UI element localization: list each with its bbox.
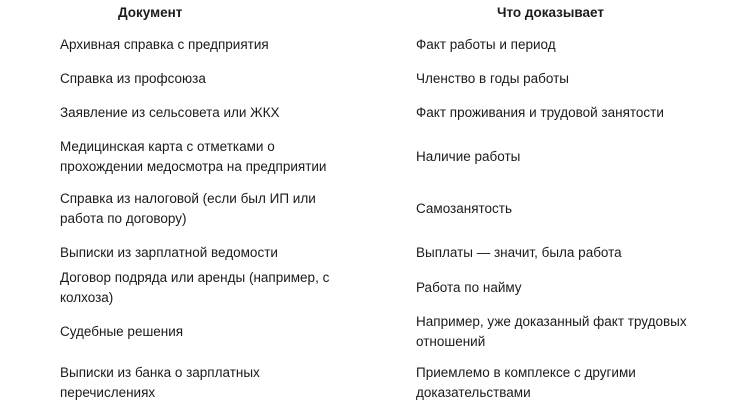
table-row <box>0 24 735 66</box>
proves-cell: Приемлемо в комплексе с другими доказательствами <box>416 365 636 400</box>
proves-cell: Работа по найму <box>416 280 522 295</box>
proves-cell: Наличие работы <box>416 149 521 164</box>
table-row <box>0 134 735 180</box>
proves-cell: Членство в годы работы <box>416 71 569 86</box>
proves-cell: Факт работы и период <box>416 37 556 52</box>
table-row <box>0 180 735 238</box>
header-proves: Что доказывает <box>497 4 604 20</box>
table-row <box>0 66 735 92</box>
proves-cell: Факт проживания и трудовой занятости <box>416 105 664 120</box>
table-row <box>0 92 735 134</box>
proves-cell: Самозанятость <box>416 201 513 216</box>
document-cell: Архивная справка с предприятия <box>60 37 269 52</box>
table-header-row <box>0 0 735 24</box>
table-row <box>0 268 735 308</box>
document-cell: Судебные решения <box>60 324 184 339</box>
document-cell: Справка из профсоюза <box>60 71 206 86</box>
document-cell: Заявление из сельсовета или ЖКХ <box>60 105 280 120</box>
document-cell: Выписки из зарплатной ведомости <box>60 245 278 260</box>
document-cell: Договор подряда или аренды (например, с колхоза) <box>60 270 330 305</box>
table-row <box>0 356 735 410</box>
table-row <box>0 238 735 268</box>
table-row <box>0 308 735 356</box>
document-cell: Выписки из банка о зарплатных перечислениях <box>60 365 260 400</box>
proves-cell: Выплаты — значит, была работа <box>416 245 622 260</box>
proves-cell: Например, уже доказанный факт трудовых отношений <box>416 314 687 349</box>
document-cell: Справка из налоговой (если был ИП или работа по договору) <box>60 191 316 226</box>
document-cell: Медицинская карта с отметками о прохождении медосмотра на предприятии <box>60 139 327 174</box>
header-document: Документ <box>118 4 183 20</box>
